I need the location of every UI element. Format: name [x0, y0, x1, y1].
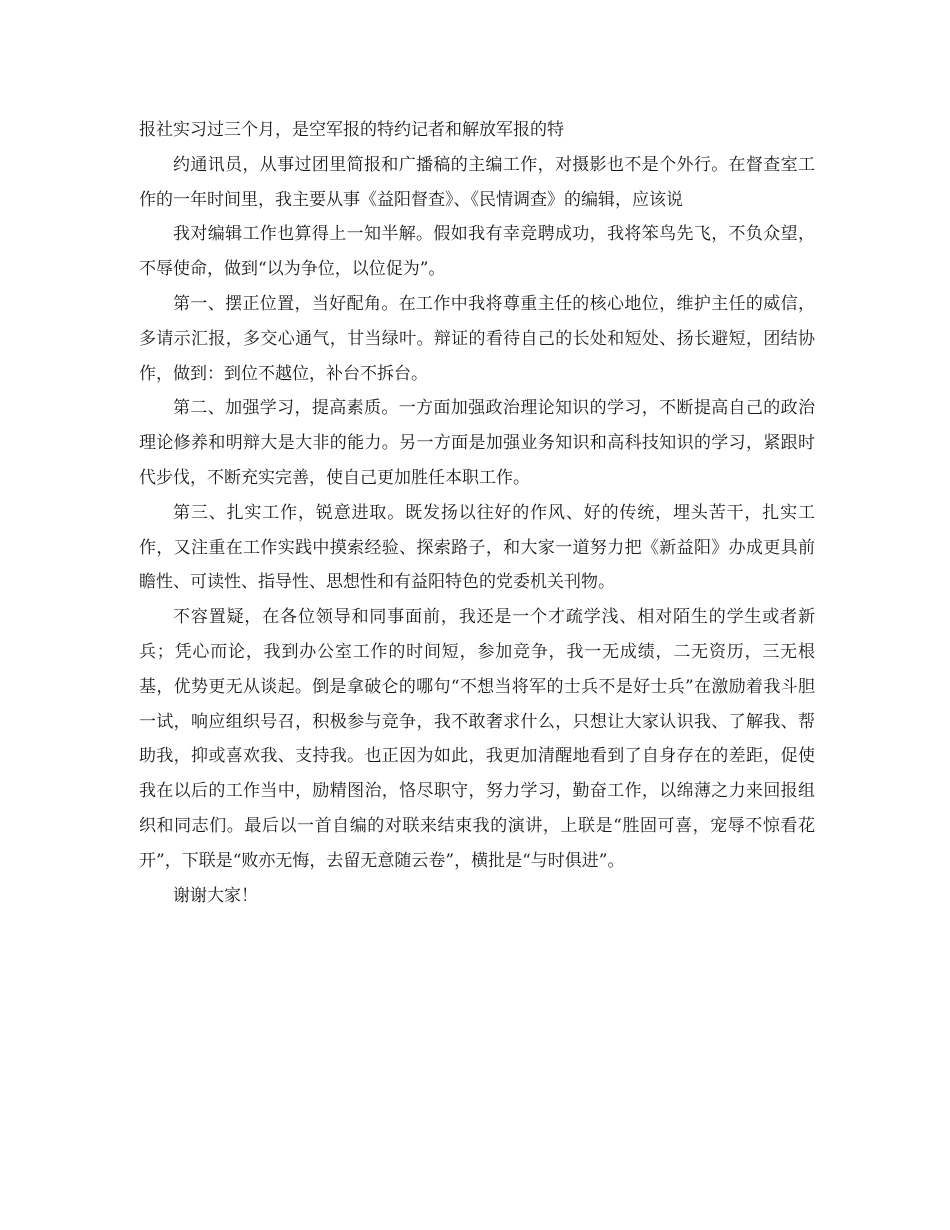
paragraph-8: 谢谢大家！ [173, 885, 258, 906]
paragraph-3: 我对编辑工作也算得上一知半解。假如我有幸竞聘成功，我将笨鸟先飞，不负众望，不辱使命，做到“以为争位，以位促为”。 [139, 224, 815, 280]
document-body [139, 113, 815, 913]
paragraph-6: 第三、扎实工作，锐意进取。既发扬以往好的作风、好的传统，埋头苦干，扎实工作，又注重在工作实践中摸索经验、探索路子，和大家一道努力把《新益阳》办成更具前瞻性、可读性、指导性、思想性和有益阳特色的党委机关刊物。 [139, 502, 815, 593]
paragraph-4: 第一、摆正位置，当好配角。在工作中我将尊重主任的核心地位，维护主任的威信，多请示汇报，多交心通气，甘当绿叶。辩证的看待自己的长处和短处、扬长避短，团结协作，做到：到位不越位，补台不拆台。 [139, 293, 815, 384]
paragraph-5: 第二、加强学习，提高素质。一方面加强政治理论知识的学习，不断提高自己的政治理论修养和明辩大是大非的能力。另一方面是加强业务知识和高科技知识的学习，紧跟时代步伐，不断充实完善，使自己更加胜任本职工作。 [139, 398, 815, 488]
paragraph-1: 报社实习过三个月，是空军报的特约记者和解放军报的特 [139, 120, 564, 140]
paragraph-2: 约通讯员，从事过团里简报和广播稿的主编工作，对摄影也不是个外行。在督查室工作的一年时间里，我主要从事《益阳督查》、《民情调查》的编辑，应该说 [139, 154, 815, 210]
paragraph-7: 不容置疑，在各位领导和同事面前，我还是一个才疏学浅、相对陌生的学生或者新兵；凭心而论，我到办公室工作的时间短，参加竞争，我一无成绩，二无资历，三无根基，优势更无从谈起。倒是拿破仑的哪句“不想当将军的士兵不是好士兵”在激励着我斗胆一试，响应组织号召，积极参与竞争，我不敢奢求什么，只想让大家认识我、了解我、帮助我，抑或喜欢我、支持我。也正因为如此，我更加清醒地看到了自身存在的差距，促使我在以后的工作当中，励精图治，恪尽职守，努力学习，勤奋工作，以绵薄之力来回报组织和同志们。最后以一首自编的对联来结束我的演讲，上联是“胜固可喜，宠辱不惊看花开”，下联是“败亦无悔，去留无意随云卷”，横批是“与时俱进”。 [139, 607, 815, 871]
